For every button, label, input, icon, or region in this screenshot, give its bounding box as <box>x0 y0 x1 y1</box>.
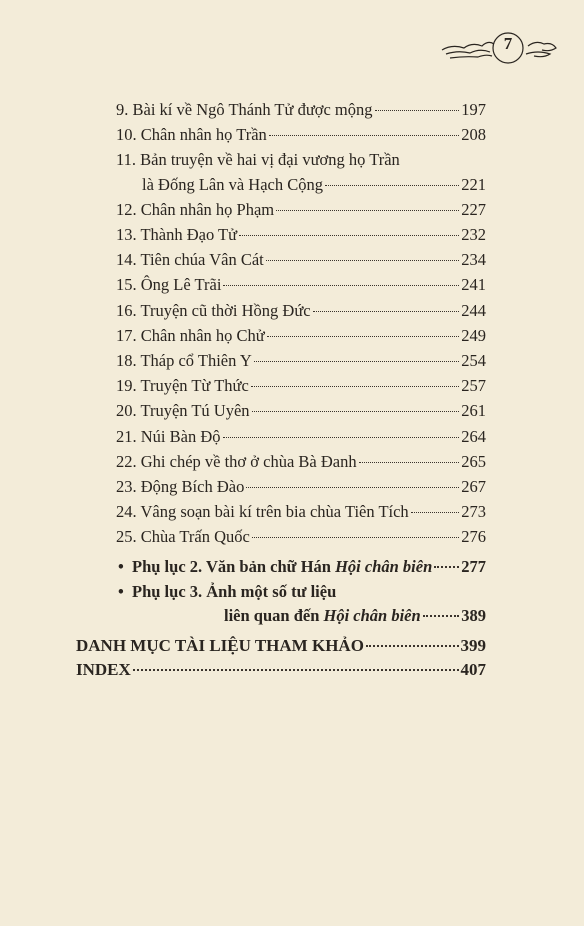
toc-entry[interactable] <box>116 376 486 396</box>
bullet-icon: • <box>118 557 124 576</box>
leader-dots <box>313 311 460 312</box>
leader-dots <box>254 361 459 362</box>
toc-entry[interactable] <box>116 427 486 447</box>
toc-entry-label[interactable]: 11. Bản truyện về hai vị đại vương họ Trần <box>116 150 400 169</box>
toc-entry-label: 24. Vâng soạn bài kí trên bia chùa Tiên Tích <box>116 502 409 521</box>
toc-entry-label: 12. Chân nhân họ Phạm <box>116 200 275 219</box>
appendix-title: Phụ lục 3. Ảnh một số tư liệu <box>132 582 337 601</box>
section-page: 407 <box>460 660 486 679</box>
toc-entry[interactable] <box>116 125 486 145</box>
leader-dots <box>423 615 460 617</box>
toc-entry-page: 227 <box>461 200 486 219</box>
toc-entry-label: 16. Truyện cũ thời Hồng Đức <box>116 301 311 320</box>
toc-entry-page: 257 <box>461 376 486 395</box>
toc-entry-label: 19. Truyện Từ Thức <box>116 376 249 395</box>
toc-entry[interactable] <box>116 250 486 270</box>
page-number: 7 <box>503 34 513 53</box>
appendix-label[interactable] <box>118 582 336 602</box>
appendix-title-italic: Hội chân biên <box>335 557 433 576</box>
toc-entry-label: 10. Chân nhân họ Trần <box>116 125 267 144</box>
appendix-title: Phụ lục 2. Văn bản chữ Hán <box>132 557 336 576</box>
toc-entry-page: 276 <box>461 527 486 546</box>
toc-entry[interactable] <box>116 452 486 472</box>
toc-entry[interactable] <box>116 225 486 245</box>
toc-entry-page: 264 <box>461 427 486 446</box>
toc-entry-continuation: là Đống Lân và Hạch Cộng <box>142 175 323 194</box>
leader-dots <box>359 462 460 463</box>
toc-entry-page: 261 <box>461 401 486 420</box>
toc-entry[interactable] <box>142 175 486 195</box>
toc-entry-label: 17. Chân nhân họ Chử <box>116 326 265 345</box>
leader-dots <box>325 185 459 186</box>
toc-entry-label: 18. Tháp cổ Thiên Y <box>116 351 252 370</box>
leader-dots <box>269 135 459 136</box>
appendix-page: 277 <box>461 557 486 576</box>
toc-entry-page: 221 <box>461 175 486 194</box>
toc-entry-label: 15. Ông Lê Trãi <box>116 275 222 294</box>
section-entry[interactable] <box>76 660 486 680</box>
leader-dots <box>366 645 459 647</box>
bullet-icon: • <box>118 582 124 601</box>
toc-entry-label: 21. Núi Bàn Độ <box>116 427 221 446</box>
leader-dots <box>276 210 459 211</box>
toc-entry[interactable] <box>116 351 486 371</box>
toc-entry-page: 241 <box>461 275 486 294</box>
toc-entry[interactable] <box>116 200 486 220</box>
appendix-entry[interactable] <box>118 557 486 577</box>
toc-entry-page: 265 <box>461 452 486 471</box>
appendix-continuation <box>224 606 421 626</box>
leader-dots <box>252 537 459 538</box>
leader-dots <box>239 235 459 236</box>
toc-entry-label: 13. Thành Đạo Tử <box>116 225 238 244</box>
toc-entry-label: 23. Động Bích Đào <box>116 477 245 496</box>
toc-entry-page: 254 <box>461 351 486 370</box>
leader-dots <box>266 260 460 261</box>
toc-entry-page: 232 <box>461 225 486 244</box>
leader-dots <box>223 437 460 438</box>
toc-entry[interactable] <box>116 401 486 421</box>
toc-entry-page: 197 <box>461 100 486 119</box>
toc-entry-label: 25. Chùa Trấn Quốc <box>116 527 250 546</box>
appendix-continuation-italic: Hội chân biên <box>323 606 421 625</box>
leader-dots <box>246 487 459 488</box>
toc-entry[interactable] <box>116 301 486 321</box>
leader-dots <box>133 669 459 671</box>
toc-entry-label: 20. Truyện Tú Uyên <box>116 401 250 420</box>
leader-dots <box>252 411 460 412</box>
toc-entry[interactable] <box>116 477 486 497</box>
leader-dots <box>223 285 459 286</box>
toc-entry-page: 249 <box>461 326 486 345</box>
toc-entry[interactable] <box>116 326 486 346</box>
toc-entry-label: 14. Tiên chúa Vân Cát <box>116 250 264 269</box>
leader-dots <box>251 386 459 387</box>
toc-entry[interactable] <box>116 502 486 522</box>
toc-entry[interactable] <box>116 100 486 120</box>
leader-dots <box>267 336 460 337</box>
appendix-label <box>118 557 432 577</box>
leader-dots <box>434 566 459 568</box>
toc-entry-page: 234 <box>461 250 486 269</box>
section-page: 399 <box>460 636 486 655</box>
toc-entry-label: 22. Ghi chép về thơ ở chùa Bà Đanh <box>116 452 357 471</box>
section-label: INDEX <box>76 660 131 679</box>
section-label: DANH MỤC TÀI LIỆU THAM KHẢO <box>76 636 364 655</box>
appendix-continuation-text: liên quan đến <box>224 606 324 625</box>
leader-dots <box>411 512 460 513</box>
toc-entry-page: 208 <box>461 125 486 144</box>
section-entry[interactable] <box>76 636 486 656</box>
appendix-entry[interactable] <box>224 606 486 626</box>
toc-entry-page: 267 <box>461 477 486 496</box>
toc-entry-page: 273 <box>461 502 486 521</box>
toc-entry-page: 244 <box>461 301 486 320</box>
toc-entry-label: 9. Bài kí về Ngô Thánh Tử được mộng <box>116 100 373 119</box>
toc-entry[interactable] <box>116 527 486 547</box>
appendix-page: 389 <box>461 606 486 625</box>
leader-dots <box>375 110 460 111</box>
toc-entry[interactable] <box>116 275 486 295</box>
